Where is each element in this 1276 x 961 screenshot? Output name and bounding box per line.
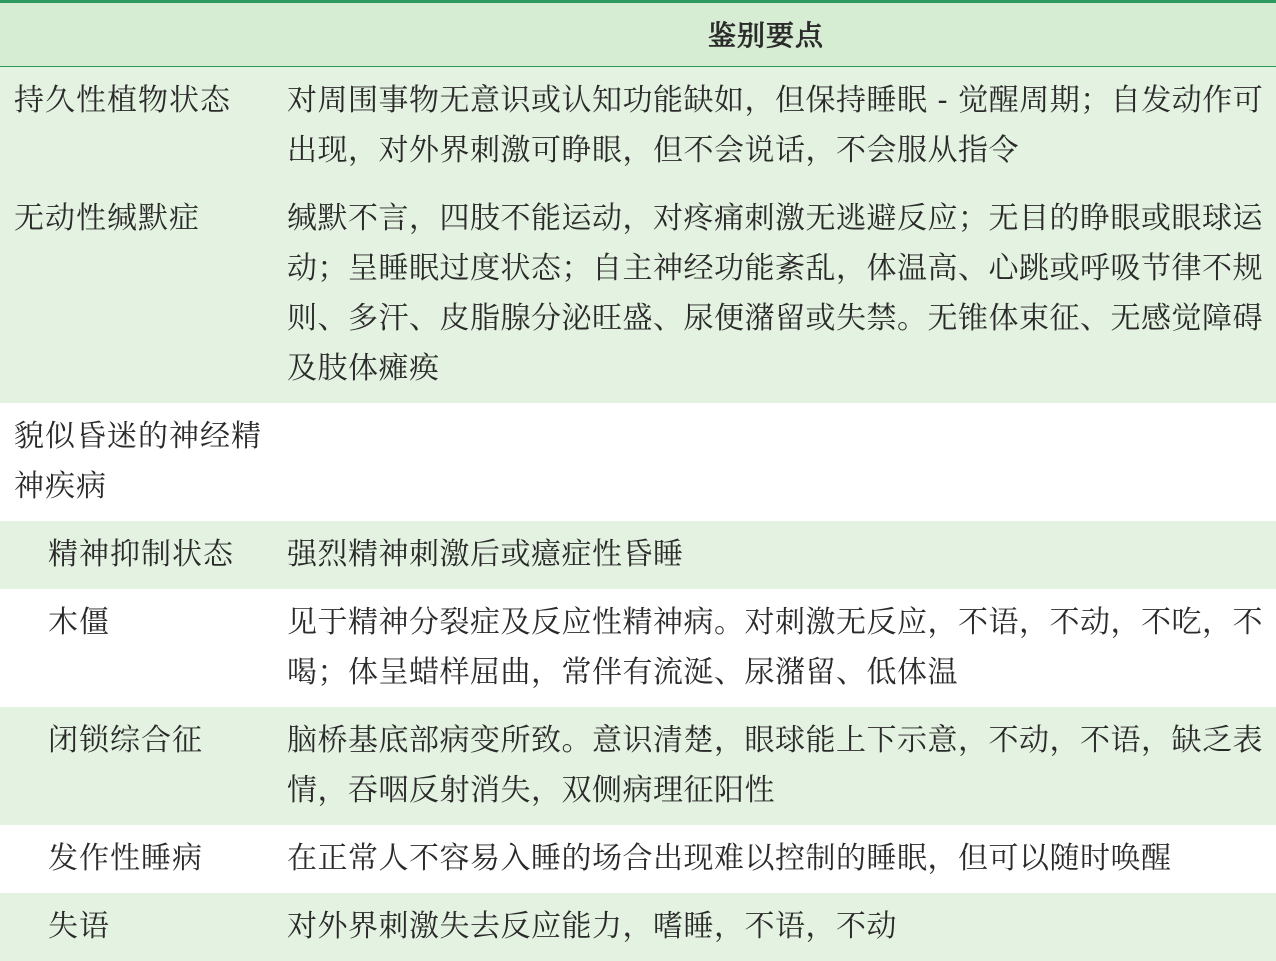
table-row (0, 707, 1276, 825)
condition-description: 对外界刺激失去反应能力，嗜睡，不语，不动 (287, 908, 897, 944)
condition-label: 失语 (48, 908, 110, 944)
condition-description: 强烈精神刺激后或癔症性昏睡 (287, 536, 684, 572)
condition-description: 在正常人不容易入睡的场合出现难以控制的睡眠，但可以随时唤醒 (287, 840, 1172, 876)
condition-description: 见于精神分裂症及反应性精神病。对刺激无反应，不语，不动，不吃，不喝；体呈蜡样屈曲，常伴有流涎、尿潴留、低体温 (287, 604, 1263, 690)
table-row (0, 185, 1276, 403)
condition-label: 发作性睡病 (48, 840, 203, 876)
condition-label: 持久性植物状态 (14, 82, 231, 118)
condition-label: 无动性缄默症 (14, 200, 200, 236)
group-label: 貌似昏迷的神经精神疾病 (14, 418, 262, 504)
differential-diagnosis-table (0, 3, 1276, 961)
header-cell-key-points: 鉴别要点 (270, 3, 1276, 66)
condition-label: 木僵 (48, 604, 110, 640)
table-row (0, 825, 1276, 893)
table-row (0, 589, 1276, 707)
table-row (0, 66, 1276, 185)
header-cell-condition (0, 3, 270, 66)
condition-label: 闭锁综合征 (48, 722, 203, 758)
condition-description: 脑桥基底部病变所致。意识清楚，眼球能上下示意，不动，不语，缺乏表情，吞咽反射消失，双侧病理征阳性 (287, 722, 1263, 808)
condition-description (270, 403, 1276, 521)
table-row-group-heading (0, 403, 1276, 521)
condition-description: 对周围事物无意识或认知功能缺如，但保持睡眠 - 觉醒周期；自发动作可出现，对外界刺激可睁眼，但不会说话，不会服从指令 (287, 82, 1264, 168)
condition-description: 缄默不言，四肢不能运动，对疼痛刺激无逃避反应；无目的睁眼或眼球运动；呈睡眠过度状态；自主神经功能紊乱，体温高、心跳或呼吸节律不规则、多汗、皮脂腺分泌旺盛、尿便潴留或失禁。无锥体束征、无感觉障碍及肢体瘫痪 (287, 200, 1263, 386)
table-row (0, 893, 1276, 961)
table-body (0, 66, 1276, 961)
header-row (0, 3, 1276, 66)
table-row (0, 521, 1276, 589)
condition-label: 精神抑制状态 (48, 536, 234, 572)
table-header (0, 3, 1276, 66)
